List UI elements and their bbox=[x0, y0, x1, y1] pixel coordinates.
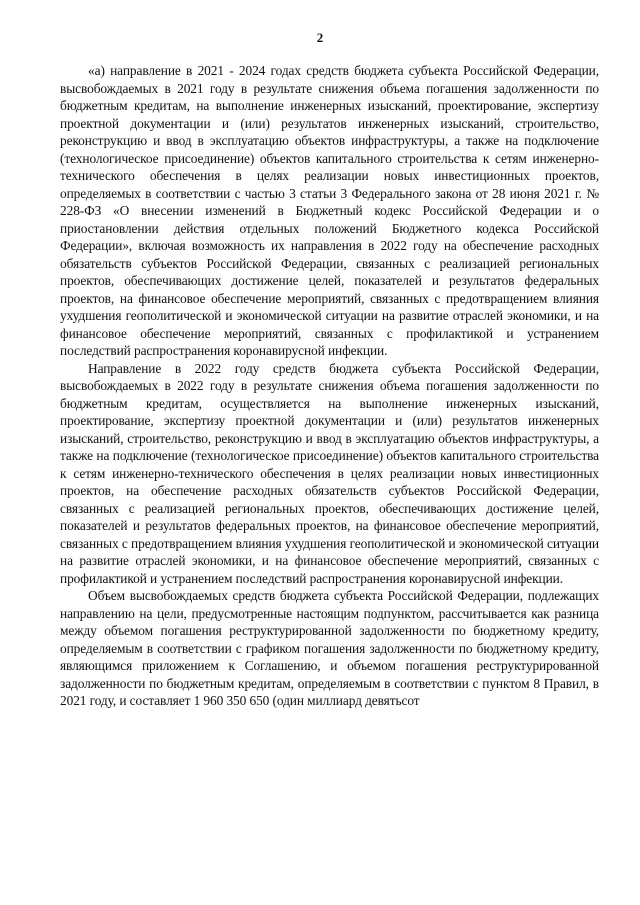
page-number: 2 bbox=[316, 30, 324, 45]
paragraph-released-funds-volume: Объем высвобождаемых средств бюджета субъекта Российской Федерации, подлежащих направлению на цели, предусмотренные настоящим подпунктом, рассчитывается как разница между объемом погашения реструктурированной задолженности по бюджетному кредиту, определяемым в соответствии с графиком погашения задолженности по бюджетному кредиту, являющимся приложением к Соглашению, и объемом погашения реструктурированной задолженности по бюджетным кредитам, определяемым в соответствии с пунктом 8 Правил, в 2021 году, и составляет 1 960 350 650 (один миллиард девятьсот bbox=[60, 588, 599, 708]
paragraph-2022-direction: Направление в 2022 году средств бюджета субъекта Российской Федерации, высвобождаемых в 2022 году в результате снижения объема погашения задолженности по бюджетным кредитам, осуществляется на выполнение инженерных изысканий, проектирование, экспертизу проектной документации и (или) результатов инженерных изысканий, строительство, реконструкцию и ввод в эксплуатацию объектов инфраструктуры, а также на подключение (технологическое присоединение) объектов капитального строительства к сетям инженерно-технического обеспечения в целях реализации новых инвестиционных проектов, на обеспечение расходных обязательств субъектов Российской Федерации, связанных с реализацией региональных проектов, обеспечивающих достижение целей, показателей и результатов федеральных проектов, на финансовое обеспечение мероприятий, связанных с предотвращением влияния ухудшения геополитической и экономической ситуации на развитие отраслей экономики, и на финансовое обеспечение мероприятий, связанных с профилактикой и устранением последствий распространения коронавирусной инфекции. bbox=[60, 360, 599, 586]
paragraph-subpoint-a: «а) направление в 2021 - 2024 годах средств бюджета субъекта Российской Федерации, высвобождаемых в 2021 году в результате снижения объема погашения задолженности по бюджетным кредитам, на выполнение инженерных изысканий, проектирование, экспертизу проектной документации и (или) результатов инженерных изысканий, строительство, реконструкцию и ввод в эксплуатацию объектов инфраструктуры, а также на подключение (технологическое присоединение) объектов капитального строительства к сетям инженерно-технического обеспечения в целях реализации новых инвестиционных проектов, определяемых в соответствии с частью 3 статьи 3 Федерального закона от 28 июня 2021 г. № 228-ФЗ «О внесении изменений в Бюджетный кодекс Российской Федерации и о приостановлении действия отдельных положений Бюджетного кодекса Российской Федерации», включая возможность их направления в 2022 году на обеспечение расходных обязательств субъектов Российской Федерации, связанных с реализацией региональных проектов, обеспечивающих достижение целей, показателей и результатов федеральных проектов, на финансовое обеспечение мероприятий, связанных с предотвращением влияния ухудшения геополитической и экономической ситуации на развитие отраслей экономики, и на финансовое обеспечение мероприятий, связанных с профилактикой и устранением последствий распространения коронавирусной инфекции. bbox=[60, 63, 599, 358]
document-body bbox=[60, 62, 599, 710]
